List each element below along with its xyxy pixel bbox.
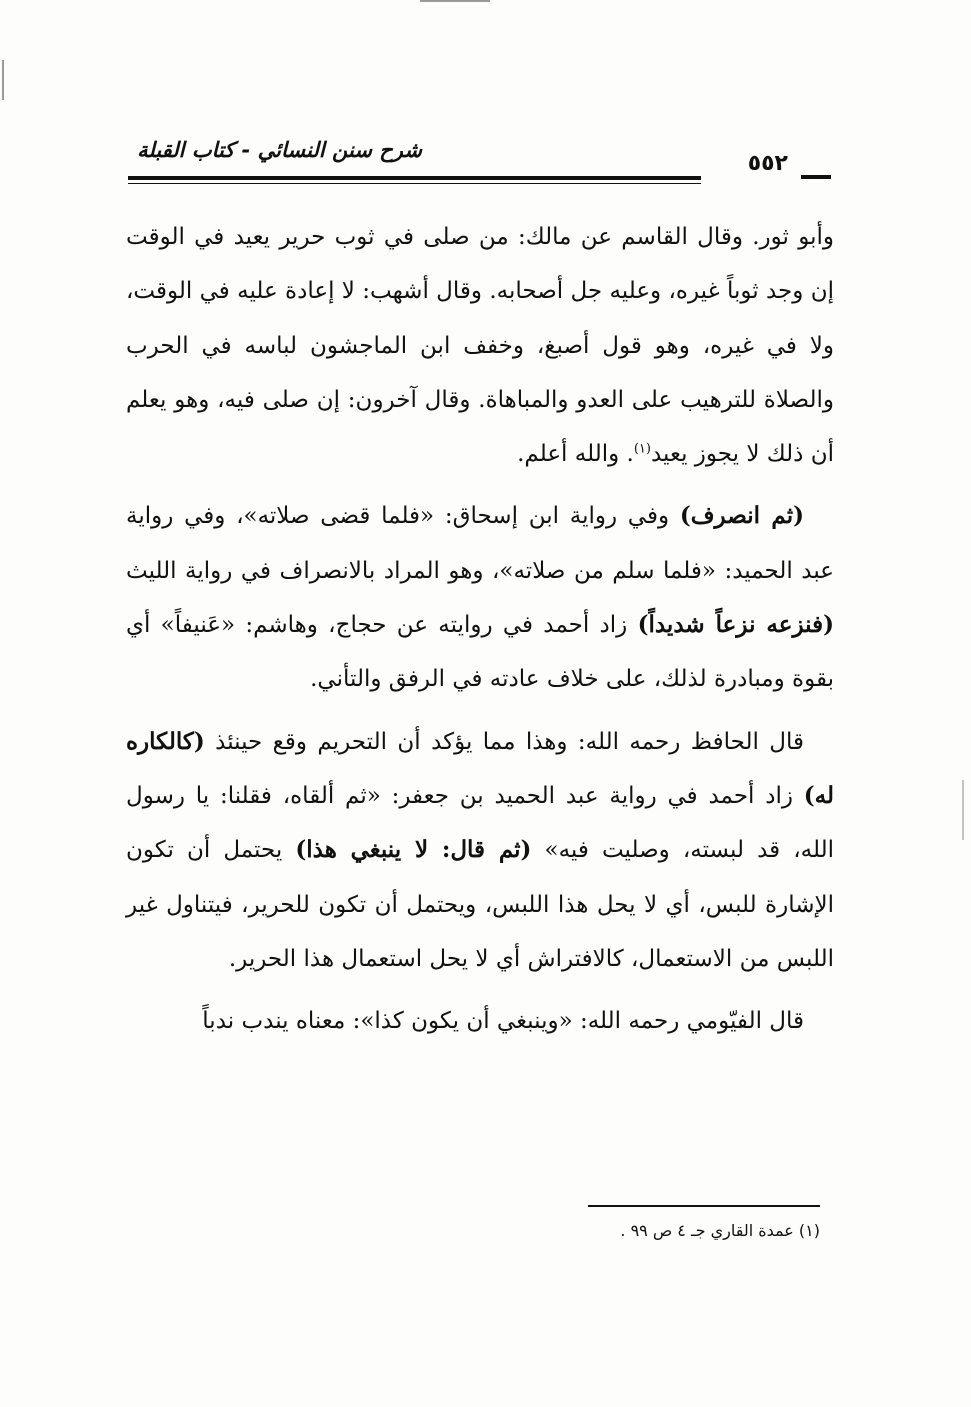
text-segment: قال الحافظ رحمه الله: وهذا مما يؤكد أن التحريم وقع حينئذ	[204, 728, 804, 755]
text-segment: يحتمل أن تكون الإشارة للبس، أي لا يحل هذا اللبس، ويحتمل أن تكون للحرير، فيتناول غير اللبس من الاستعمال، كالافتراش أي لا يحل استعمال هذا الحرير.	[126, 837, 834, 972]
paragraph	[126, 994, 834, 1048]
paragraph	[126, 489, 834, 706]
text-segment: وأبو ثور. وقال القاسم عن مالك: من صلى في ثوب حرير يعيد في الوقت إن وجد ثوباً غيره، وعليه جل أصحابه. وقال أشهب: لا إعادة عليه في الوقت، ولا في غيره، وهو قول أصبغ، وخفف ابن الماجشون لباسه في الحرب والصلاة للترهيب على العدو والمباهاة. وقال آخرون: إن صلى فيه، وهو يعلم أن ذلك لا يجوز يعيد	[126, 224, 834, 468]
paragraph	[126, 715, 834, 986]
scan-edge-mark	[420, 0, 490, 2]
header-rule	[128, 183, 701, 184]
text-segment: زاد أحمد في روايته عن حجاج، وهاشم: «عَنيفاً» أي بقوة ومبادرة لذلك، على خلاف عادته في الرفق والتأني.	[126, 612, 834, 693]
text-segment: قال الفيّومي رحمه الله: «وينبغي أن يكون كذا»: معناه يندب ندباً	[202, 1008, 804, 1035]
footnote-rule	[588, 1205, 820, 1207]
page-number-dash	[801, 175, 831, 179]
scan-edge-mark	[2, 60, 4, 100]
footnote-ref: (١)	[633, 441, 651, 457]
page-number: ٥٥٢	[747, 151, 788, 176]
paragraph	[126, 210, 834, 481]
hadith-quote: (ثم انصرف)	[679, 502, 805, 530]
header-rule	[128, 176, 701, 180]
scan-edge-mark	[962, 780, 964, 840]
text-segment: . والله أعلم.	[517, 441, 634, 468]
hadith-quote: (فنزعه نزعاً شديداً)	[637, 611, 834, 639]
hadith-quote: (كالكاره له)	[126, 727, 834, 809]
running-title: شرح سنن النسائي - كتاب القبلة	[137, 138, 422, 162]
footnote: (١) عمدة القاري جـ ٤ ص ٩٩ .	[620, 1221, 820, 1240]
text-segment: زاد أحمد في رواية عبد الحميد بن جعفر: «ثم ألقاه، فقلنا: يا رسول الله، قد لبسته، وصليت فيه»	[126, 782, 835, 864]
body-text	[126, 210, 834, 1056]
text-segment: وفي رواية ابن إسحاق: «فلما قضى صلاته»، وفي رواية عبد الحميد: «فلما سلم من صلاته»، وهو المراد بالانصراف في رواية الليث	[126, 503, 834, 584]
hadith-quote: (ثم قال: لا ينبغي هذا)	[295, 836, 532, 864]
